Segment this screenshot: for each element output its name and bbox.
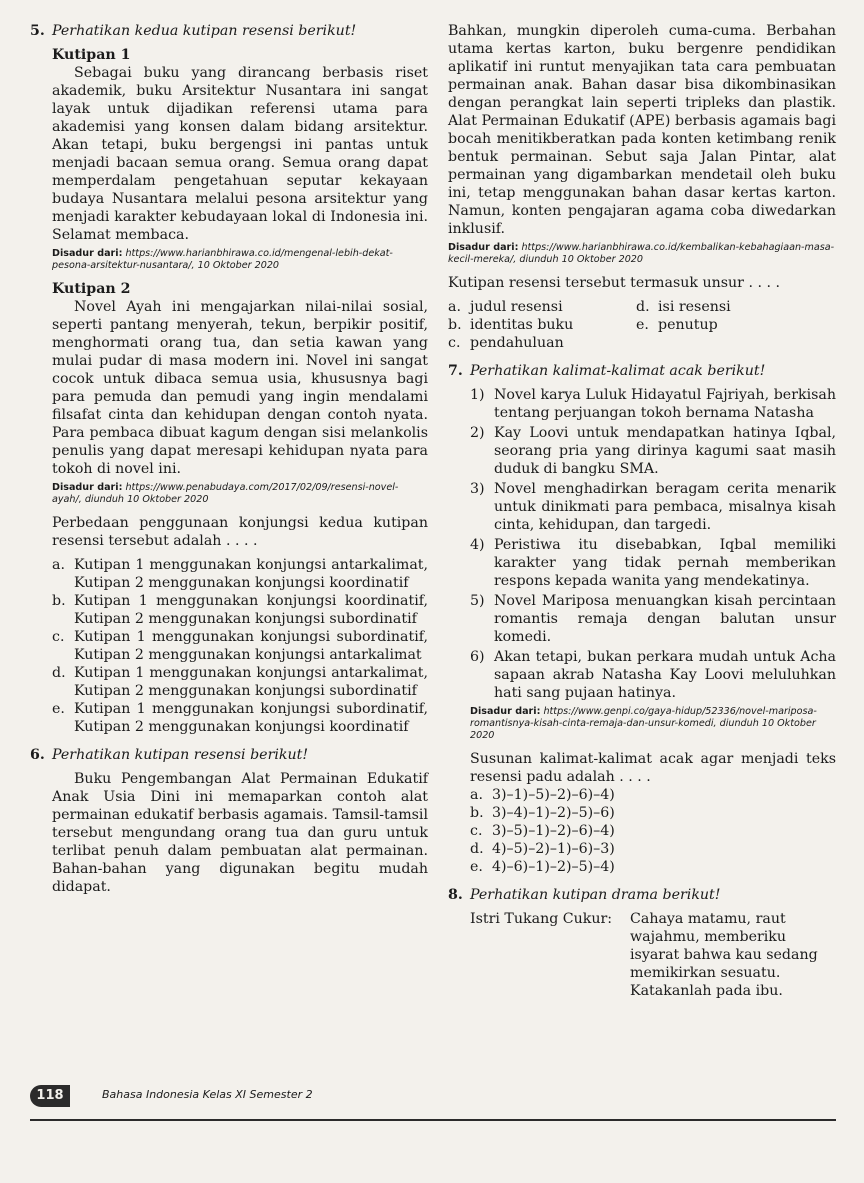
question-prompt: Perhatikan kalimat-kalimat acak berikut! (470, 363, 766, 379)
question-stem: Kutipan resensi tersebut termasuk unsur . . . . (448, 275, 781, 291)
option-label: c. (52, 629, 65, 645)
option-label: d. (52, 665, 66, 681)
answer-option[interactable] (448, 298, 628, 316)
source-label: Disadur dari: (470, 706, 541, 717)
speaker-name: Istri Tukang Cukur: (470, 911, 613, 927)
page-number: 118 (30, 1085, 70, 1107)
item-number: 1) (470, 387, 485, 403)
option-label: e. (52, 701, 65, 717)
answer-option[interactable] (636, 298, 836, 316)
option-text: Kutipan 1 menggunakan konjungsi antarkalimat, Kutipan 2 menggunakan konjungsi subordinatif (74, 665, 428, 699)
item-text: Novel menghadirkan beragam cerita menarik untuk dinikmati para pembaca, misalnya kisah cinta, kehidupan, dan targedi. (494, 481, 836, 533)
option-text: isi resensi (658, 299, 731, 315)
item-text: Kay Loovi untuk mendapatkan hatinya Iqbal, seorang pria yang dirinya kagumi saat masih duduk di bangku SMA. (494, 425, 836, 477)
option-label: b. (470, 805, 484, 821)
right-column (448, 22, 836, 1000)
excerpt-text-continued: Bahkan, mungkin diperoleh cuma-cuma. Berbahan utama kertas karton, buku bergenre pendidikan aplikatif ini runtut menyajikan tata cara pembuatan permainan anak. Bahan dasar bisa dikombinasikan dengan perangkat lain seperti tripleks dan plastik. Alat Permainan Edukatif (APE) berbasis agamais bagi bocah menitikberatkan pada konten ketimbang renik bentuk permainan. Sebut saja Jalan Pintar, alat permainan yang digambarkan mendetail oleh buku ini, tetap menggunakan bahan dasar kertas karton. Namun, konten pengajaran agama coba diwedarkan inklusif. (448, 23, 836, 237)
option-label: b. (52, 593, 66, 609)
option-label: e. (636, 317, 649, 333)
option-label: e. (470, 859, 483, 875)
question-8-header (448, 886, 836, 904)
item-text: Novel Mariposa menuangkan kisah percintaan romantis remaja dengan balutan unsur komedi. (494, 593, 836, 645)
item-number: 2) (470, 425, 485, 441)
question-6-header (30, 746, 428, 764)
source-label: Disadur dari: (448, 242, 519, 253)
excerpt-title: Kutipan 1 (52, 47, 131, 63)
question-prompt: Perhatikan kutipan resensi berikut! (52, 747, 309, 763)
answer-option[interactable] (636, 316, 836, 334)
source-citation (52, 482, 428, 506)
excerpt-text: Buku Pengembangan Alat Permainan Edukatif Anak Usia Dini ini memaparkan contoh alat permainan edukatif berbasis agamais. Tamsil-tamsil tersebut mengundang orang tua dan guru untuk terlibat penuh dalam pembuatan alat permainan. Bahan-bahan yang digunakan begitu mudah didapat. (52, 771, 428, 895)
question-number: 7. (448, 363, 463, 379)
option-text: Kutipan 1 menggunakan konjungsi subordinatif, Kutipan 2 menggunakan konjungsi koordinatif (74, 701, 428, 735)
option-label: a. (52, 557, 65, 573)
item-text: Peristiwa itu disebabkan, Iqbal memiliki karakter yang tidak pernah memberikan respons kepada wanita yang mendekatinya. (494, 537, 836, 589)
question-number: 5. (30, 23, 45, 39)
footer-divider (30, 1119, 836, 1121)
drama-line (470, 910, 836, 1000)
source-label: Disadur dari: (52, 248, 123, 259)
dialogue-text: Cahaya matamu, raut wajahmu, memberiku isyarat bahwa kau sedang memikirkan sesuatu. Katakanlah pada ibu. (630, 911, 818, 999)
option-text: Kutipan 1 menggunakan konjungsi subordinatif, Kutipan 2 menggunakan konjungsi antarkalimat (74, 629, 428, 663)
answer-option[interactable] (52, 556, 428, 592)
answer-option[interactable] (470, 804, 836, 822)
source-url: https://www.harianbhirawa.co.id/mengenal-lebih-dekat-pesona-arsitektur-nusantara/, 10 Oktober 2020 (52, 248, 393, 271)
answer-option[interactable] (52, 628, 428, 664)
answer-options (470, 786, 836, 876)
answer-option[interactable] (470, 858, 836, 876)
option-label: a. (470, 787, 483, 803)
question-stem: Susunan kalimat-kalimat acak agar menjadi teks resensi padu adalah . . . . (470, 751, 836, 785)
item-number: 3) (470, 481, 485, 497)
item-number: 6) (470, 649, 485, 665)
drama-excerpt (448, 910, 836, 1000)
list-item (470, 536, 836, 590)
option-label: b. (448, 317, 462, 333)
source-label: Disadur dari: (52, 482, 123, 493)
answer-option[interactable] (470, 822, 836, 840)
answer-option[interactable] (448, 316, 628, 334)
option-label: c. (448, 335, 461, 351)
answer-options (448, 298, 836, 352)
book-title: Bahasa Indonesia Kelas XI Semester 2 (102, 1088, 313, 1101)
option-label: c. (470, 823, 483, 839)
source-url: https://www.penabudaya.com/2017/02/09/resensi-novel-ayah/, diunduh 10 Oktober 2020 (52, 482, 399, 505)
question-5-body (30, 46, 428, 736)
option-text: judul resensi (470, 299, 563, 315)
option-text: 4)–6)–1)–2)–5)–4) (492, 859, 615, 875)
source-url: https://www.genpi.co/gaya-hidup/52336/novel-mariposa-romantisnya-kisah-cinta-remaja-dan-unsur-komedi, diunduh 10 Oktober 2020 (470, 706, 817, 741)
question-7-body (448, 386, 836, 876)
question-stem: Perbedaan penggunaan konjungsi kedua kutipan resensi tersebut adalah . . . . (52, 515, 428, 549)
answer-option[interactable] (52, 592, 428, 628)
option-text: pendahuluan (470, 335, 564, 351)
item-number: 4) (470, 537, 485, 553)
source-citation (470, 706, 836, 742)
excerpt-text: Sebagai buku yang dirancang berbasis riset akademik, buku Arsitektur Nusantara ini sangat layak untuk dijadikan referensi utama para akademisi yang konsen dalam bidang arsitektur. Akan tetapi, buku bergengsi ini pantas untuk menjadi bacaan semua orang. Semua orang dapat memperdalam pengetahuan seputar kekayaan budaya Nusantara melalui pesona arsitektur yang menjadi karakter kebudayaan lokal di Indonesia ini. Selamat membaca. (52, 65, 428, 243)
answer-option[interactable] (52, 700, 428, 736)
option-text: Kutipan 1 menggunakan konjungsi antarkalimat, Kutipan 2 menggunakan konjungsi koordinatif (74, 557, 428, 591)
list-item (470, 386, 836, 422)
answer-option[interactable] (470, 840, 836, 858)
option-text: 3)–1)–5)–2)–6)–4) (492, 787, 615, 803)
option-text: penutup (658, 317, 718, 333)
question-number: 8. (448, 887, 463, 903)
option-label: a. (448, 299, 461, 315)
option-text: 3)–4)–1)–2)–5)–6) (492, 805, 615, 821)
option-text: 3)–5)–1)–2)–6)–4) (492, 823, 615, 839)
answer-option[interactable] (448, 334, 628, 352)
list-item (470, 648, 836, 702)
source-url: https://www.harianbhirawa.co.id/kembalikan-kebahagiaan-masa-kecil-mereka/, diunduh 10 Oktober 2020 (448, 242, 835, 265)
question-prompt: Perhatikan kedua kutipan resensi berikut! (52, 23, 357, 39)
list-item (470, 424, 836, 478)
excerpt-title: Kutipan 2 (52, 281, 131, 297)
item-text: Akan tetapi, bukan perkara mudah untuk Acha sapaan akrab Natasha Kay Loovi meluluhkan hati sang pujaan hatinya. (494, 649, 836, 701)
left-column (30, 22, 428, 896)
answer-options (52, 556, 428, 736)
option-text: 4)–5)–2)–1)–6)–3) (492, 841, 615, 857)
source-citation (448, 242, 836, 266)
option-label: d. (636, 299, 650, 315)
list-item (470, 480, 836, 534)
option-label: d. (470, 841, 484, 857)
item-number: 5) (470, 593, 485, 609)
answer-option[interactable] (52, 664, 428, 700)
option-text: identitas buku (470, 317, 574, 333)
answer-option[interactable] (470, 786, 836, 804)
source-citation (52, 248, 428, 272)
question-number: 6. (30, 747, 45, 763)
excerpt-text: Novel Ayah ini mengajarkan nilai-nilai sosial, seperti pantang menyerah, tekun, berpikir positif, menghormati orang tua, dan setia kawan yang mulai pudar di masa modern ini. Novel ini sangat cocok untuk dibaca semua usia, khususnya bagi para pemuda dan pemudi yang ingin mendalami filsafat cinta dan kehidupan dengan contoh nyata. Para pembaca dibuat kagum dengan sisi melankolis penulis yang dapat meresapi kehidupan nyata para tokoh di novel ini. (52, 299, 428, 477)
question-7-header (448, 362, 836, 380)
list-item (470, 592, 836, 646)
question-5-header (30, 22, 428, 40)
question-prompt: Perhatikan kutipan drama berikut! (470, 887, 721, 903)
item-text: Novel karya Luluk Hidayatul Fajriyah, berkisah tentang perjuangan tokoh bernama Natasha (494, 387, 836, 421)
option-text: Kutipan 1 menggunakan konjungsi koordinatif, Kutipan 2 menggunakan konjungsi subordinatif (74, 593, 428, 627)
